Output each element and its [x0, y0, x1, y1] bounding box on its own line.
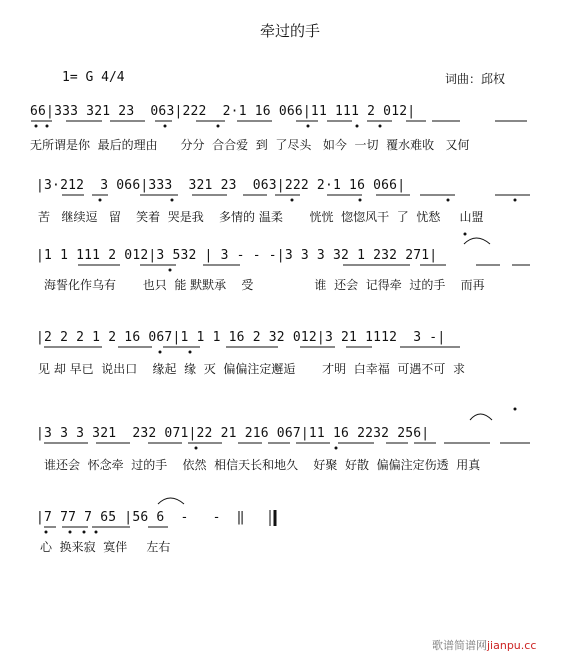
- watermark-prefix: 歌谱简谱网: [432, 639, 487, 652]
- notes-row-5: |3 3 3 321 232 071|22 21 216 067|11 16 2232 256|: [36, 426, 430, 441]
- notes-row-1: 66|333 321 23 063|222 2·1 16 066|11 111 2 012|: [30, 104, 416, 119]
- key-signature: 1= G 4/4: [62, 70, 125, 85]
- notes-row-6: |7 77 7 65 |56 6 - - ‖: [36, 510, 245, 525]
- watermark: [432, 637, 536, 653]
- lyrics-row-3: 海誓化作乌有 也只 能 默默承 受 谁 还会 记得牵 过的手 而再: [44, 278, 485, 292]
- lyrics-row-5: 谁还会 怀念牵 过的手 依然 相信天长和地久 好聚 好散 偏偏注定伤透 用真: [44, 458, 481, 472]
- notes-row-4: |2 2 2 1 2 16 067|1 1 1 16 2 32 012|3 21 1112 3 -|: [36, 330, 446, 345]
- high-dots: [464, 233, 517, 411]
- notes-row-3: |1 1 111 2 012|3 532 | 3 - - -|3 3 3 32 1 232 271|: [36, 248, 438, 263]
- notes-row-2: |3·212 3 066|333 321 23 063|222 2·1 16 066|: [36, 178, 406, 193]
- lyrics-row-6: 心 换来寂 寞伴 左右: [40, 540, 171, 554]
- watermark-site: jianpu.cc: [487, 639, 537, 652]
- credits: 词曲：邱权: [445, 72, 506, 86]
- lyrics-row-1: 无所谓是你 最后的理由 分分 合合爱 到 了尽头 如今 一切 覆水难收 又何: [30, 138, 470, 152]
- lyrics-row-2: 苦 继续逗 留 笑着 哭是我 多情的 温柔 恍恍 惚惚风干 了 忧愁 山盟: [38, 210, 484, 224]
- lyrics-row-4: 见 却 早已 说出口 缘起 缘 灭 偏偏注定邂逅 才明 白幸福 可遇不可 求: [38, 362, 465, 376]
- song-title: 牵过的手: [259, 22, 320, 40]
- final-barline: [270, 510, 275, 526]
